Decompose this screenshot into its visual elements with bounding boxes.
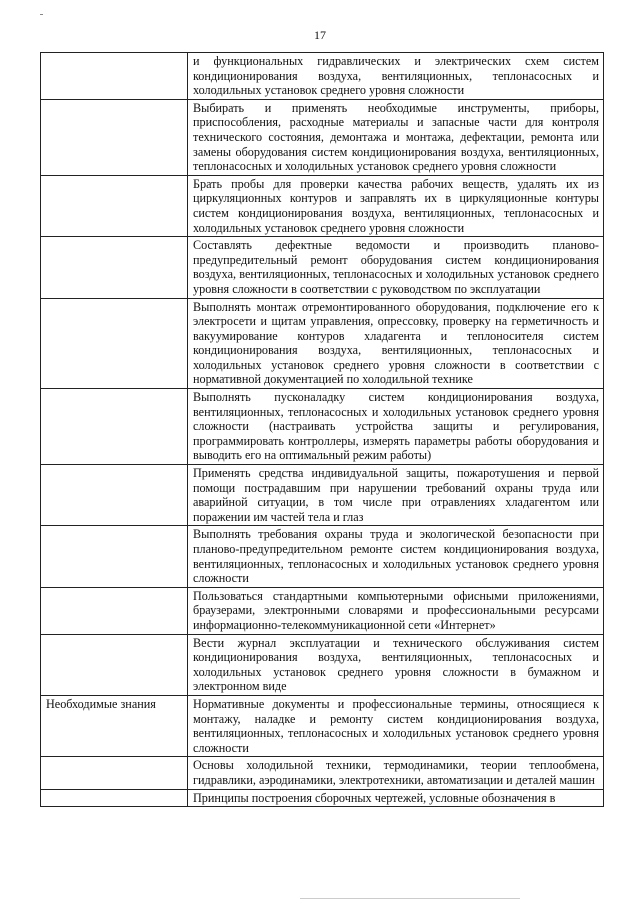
table-row — [41, 53, 604, 100]
row-text: Пользоваться стандартными компьютерными офисными приложениями, браузерами, электронными словарями и профессиональными ресурсами информационно-телекоммуникационной сети «Интернет» — [188, 587, 604, 634]
row-label — [41, 99, 188, 175]
row-text: Выполнять монтаж отремонтированного оборудования, подключение его к электросети и щитам управления, опрессовку, проверку на герметичность и вакуумирование контуров хладагента и теплоносителя систем кондиционирования воздуха, вентиляционных, теплонасосных и холодильных установок среднего уровня сложности в соответствии с нормативной документацией по холодильной технике — [188, 298, 604, 389]
table-row — [41, 587, 604, 634]
row-label — [41, 237, 188, 298]
row-text: Выполнять требования охраны труда и экологической безопасности при планово-предупредительном ремонте систем кондиционирования воздуха, вентиляционных, теплонасосных и холодильных установок среднего уровня сложности — [188, 526, 604, 587]
row-label — [41, 789, 188, 807]
row-text: Применять средства индивидуальной защиты, пожаротушения и первой помощи пострадавшим при нарушении требований охраны труда или аварийной ситуации, в том числе при отравлениях хладагентом или поражении им частей тела и глаз — [188, 465, 604, 526]
table-row — [41, 389, 604, 465]
row-label — [41, 53, 188, 100]
row-text: Основы холодильной техники, термодинамики, теории теплообмена, гидравлики, аэродинамики, электротехники, автоматизации и деталей машин — [188, 757, 604, 789]
table-row — [41, 465, 604, 526]
page-number: 17 — [314, 28, 326, 42]
table-row — [41, 757, 604, 789]
row-label — [41, 175, 188, 236]
table-row — [41, 695, 604, 756]
table-row — [41, 789, 604, 807]
row-text: Выбирать и применять необходимые инструменты, приборы, приспособления, расходные материалы и запасные части для контроля технического состояния, демонтажа и монтажа, дефектации, ремонта или замены оборудования систем кондиционирования воздуха, вентиляционных, теплонасосных и холодильных установок среднего уровня сложности — [188, 99, 604, 175]
scan-artifact — [40, 14, 43, 15]
row-label — [41, 389, 188, 465]
row-label — [41, 298, 188, 389]
row-text: Составлять дефектные ведомости и производить планово-предупредительный ремонт оборудования систем кондиционирования воздуха, вентиляционных, теплонасосных и холодильных установок среднего уровня сложности в соответствии с руководством по эксплуатации — [188, 237, 604, 298]
row-label — [41, 634, 188, 695]
row-text: и функциональных гидравлических и электрических схем систем кондиционирования воздуха, вентиляционных, теплонасосных и холодильных установок среднего уровня сложности — [188, 53, 604, 100]
row-label — [41, 757, 188, 789]
table-row — [41, 175, 604, 236]
row-text: Выполнять пусконаладку систем кондиционирования воздуха, вентиляционных, теплонасосных и холодильных установок среднего уровня сложности (настраивать устройства защиты и регулирования, программировать контроллеры, измерять параметры работы оборудования и выводить его на оптимальный режим работы) — [188, 389, 604, 465]
row-label-knowledge: Необходимые знания — [41, 695, 188, 756]
skills-table — [40, 52, 604, 807]
table-row — [41, 237, 604, 298]
scan-artifact-bottom — [300, 898, 520, 899]
row-label — [41, 587, 188, 634]
table-row — [41, 298, 604, 389]
row-text: Брать пробы для проверки качества рабочих веществ, удалять их из циркуляционных контуров и заправлять их в циркуляционные контуры систем кондиционирования воздуха, вентиляционных, теплонасосных и холодильных установок среднего уровня сложности — [188, 175, 604, 236]
table-row — [41, 526, 604, 587]
row-text: Вести журнал эксплуатации и технического обслуживания систем кондиционирования воздуха, вентиляционных, теплонасосных и холодильных установок среднего уровня сложности в бумажном и электронном виде — [188, 634, 604, 695]
table-row — [41, 634, 604, 695]
row-text: Принципы построения сборочных чертежей, условные обозначения в — [188, 789, 604, 807]
row-label — [41, 465, 188, 526]
row-text: Нормативные документы и профессиональные термины, относящиеся к монтажу, наладке и ремонту систем кондиционирования воздуха, вентиляционных, теплонасосных и холодильных установок среднего уровня сложности — [188, 695, 604, 756]
row-label — [41, 526, 188, 587]
table-row — [41, 99, 604, 175]
